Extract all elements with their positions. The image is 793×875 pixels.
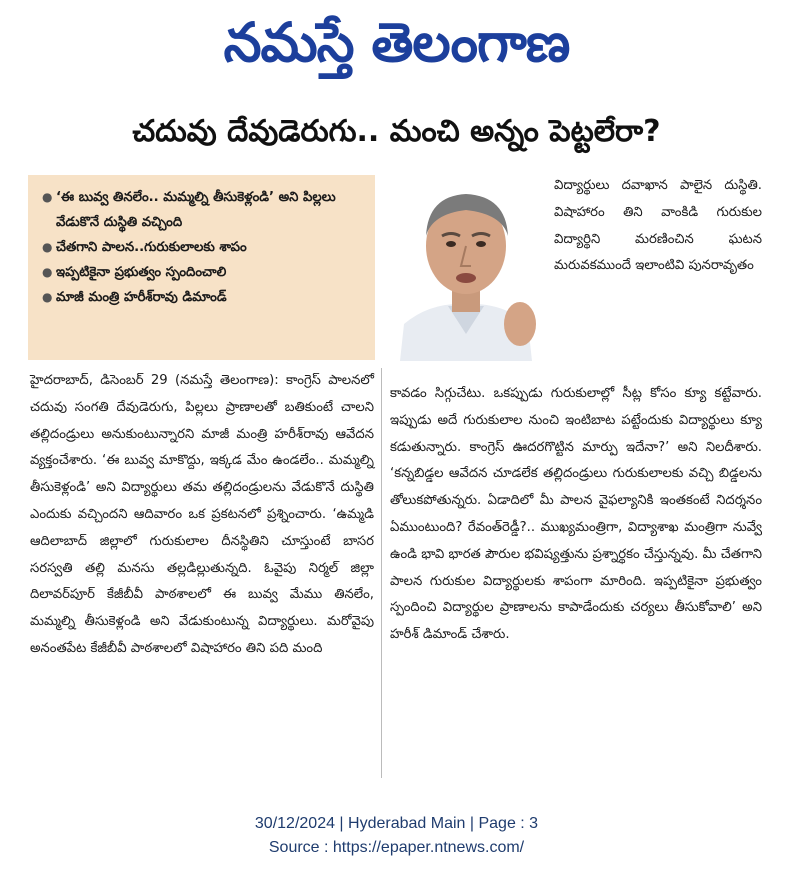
- edition-info: 30/12/2024 | Hyderabad Main | Page : 3: [254, 815, 539, 832]
- highlight-text: ‘ఈ బువ్వ తినలేం.. మమ్మల్ని తీసుకెళ్లండి’ అని పిల్లలు వేడుకొనే దుస్థితి వచ్చింది: [56, 190, 336, 230]
- article-column-right-top: విద్యార్థులు దవాఖాన పాలైన దుస్థితి. విషాహారం తిని వాంకిడి గురుకుల విద్యార్థిని మరణించిన ఘటన మరువకముందే ఇలాంటివి పునరావృతం: [554, 178, 762, 274]
- highlight-text: చేతగాని పాలన..గురుకులాలకు శాపం: [56, 240, 247, 255]
- bullet-icon: ●: [42, 240, 53, 254]
- article-column-right-bottom: కావడం సిగ్గుచేటు. ఒకప్పుడు గురుకులాల్లో సీట్ల కోసం క్యూ కట్టేవారు. ఇప్పుడు అదే గురుకులాల నుంచి ఇంటిబాట పట్టేందుకు విద్యార్థులు క్యూ కడుతున్నారు. కాంగ్రెస్ ఊదరగొట్టిన మార్పు ఇదేనా?’ అని నిలదీశారు. ‘కన్నబిడ్డల ఆవేదన చూడలేక తల్లిదండ్రులు గురుకులాలకు వచ్చి బిడ్డలను తోలుకపోతున్నరు. ఏడాదిలో మీ పాలన వైఫల్యానికి ఇంతకంటే నిదర్శనం ఏముంటుంది? రేవంత్‌రెడ్డీ?.. ముఖ్యమంత్రిగా, విద్యాశాఖ మంత్రిగా నువ్వే ఉండి భావి భారత పౌరుల భవిష్యత్తును ప్రశ్నార్థకం చేస్తున్నవు. మీ చేతగాని పాలన గురుకుల విద్యార్థులకు శాపంగా మారింది. ఇప్పటికైనా ప్రభుత్వం స్పందించి విద్యార్థుల ప్రాణాలను కాపాడేందుకు చర్యలు తీసుకోవాలి’ అని హరీశ్ డిమాండ్ చేశారు.: [390, 386, 762, 643]
- column-divider: [381, 368, 382, 778]
- source-link[interactable]: Source : https://epaper.ntnews.com/: [268, 839, 525, 856]
- highlight-text: మాజీ మంత్రి హరీశ్‌రావు డిమాండ్: [56, 290, 227, 305]
- highlight-item: [42, 235, 367, 260]
- highlight-item: [42, 260, 367, 285]
- page-footer: [0, 812, 793, 860]
- highlights-box: [28, 175, 375, 360]
- highlight-item: [42, 285, 367, 310]
- highlight-item: [42, 185, 367, 235]
- bullet-icon: ●: [42, 190, 53, 204]
- person-photo: [390, 174, 542, 361]
- portrait-illustration: [390, 174, 542, 361]
- article-column-left: హైదరాబాద్, డిసెంబర్ 29 (నమస్తే తెలంగాణ): కాంగ్రెస్ పాలనలో చదువు సంగతి దేవుడెరుగు, పిల్లలు ప్రాణాలతో బతికుంటే చాలని తల్లిదండ్రులు అనుకుంటున్నారని మాజీ మంత్రి హరీశ్‌రావు ఆవేదన వ్యక్తంచేశారు. ‘ఈ బువ్వ మాకొద్దు, ఇక్కడ మేం ఉండలేం.. మమ్మల్ని తీసుకెళ్లండి’ అని విద్యార్థులు తమ తల్లిదండ్రులను వేడుకొనే దుస్థితి ఎందుకు వచ్చిందని ఆదివారం ఒక ప్రకటనలో ప్రశ్నించారు. ‘ఉమ్మడి ఆదిలాబాద్ జిల్లాలో గురుకులాల దీనస్థితిని చూస్తుంటే బాసర సరస్వతి తల్లి మనసు తల్లడిల్లుతున్నది. ఓవైపు నిర్మల్ జిల్లా దిలావర్‌పూర్ కేజీబీవీ పాఠశాలలో ఈ బువ్వ మేము తినలేం, మమ్మల్ని తీసుకెళ్లండి అని వేడుకుంటున్న విద్యార్థులు. మరోవైపు అనంతపేట కేజీబీవీ పాఠశాలలో విషాహారం తిని పది మంది: [30, 373, 374, 656]
- article-headline: చదువు దేవుడెరుగు.. మంచి అన్నం పెట్టలేరా?: [132, 114, 661, 149]
- highlight-text: ఇప్పటికైనా ప్రభుత్వం స్పందించాలి: [56, 265, 227, 280]
- newspaper-masthead: నమస్తే తెలంగాణ: [223, 11, 570, 74]
- bullet-icon: ●: [42, 290, 53, 304]
- bullet-icon: ●: [42, 265, 53, 279]
